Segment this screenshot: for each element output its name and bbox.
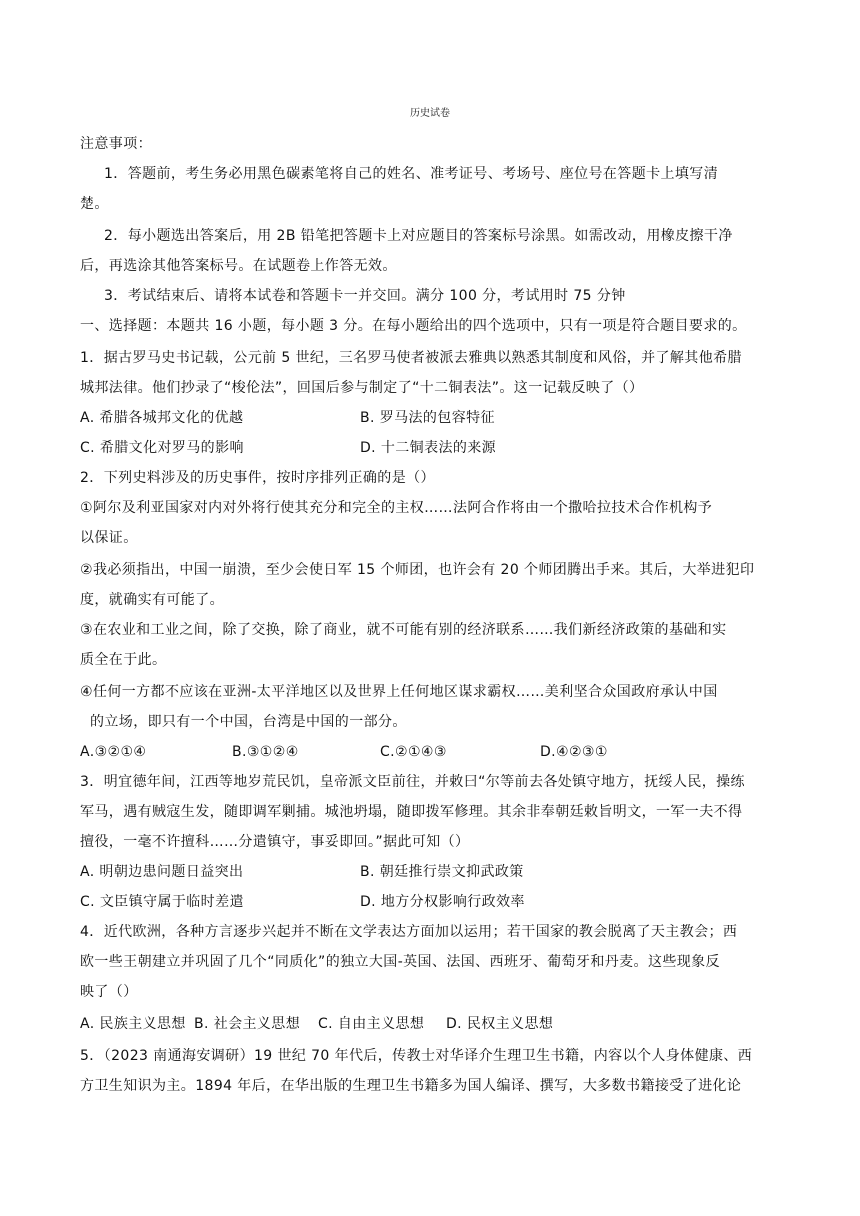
q2-stem: 2．下列史料涉及的历史事件，按时序排列正确的是（） <box>80 470 435 486</box>
q4-stem-line-1: 4．近代欧洲，各种方言逐步兴起并不断在文学表达方面加以运用；若干国家的教会脱离了天主教会；西 <box>80 924 738 940</box>
q3-option-c: C. 文臣镇守属于临时差遣 <box>80 894 244 910</box>
q1-option-d: D. 十二铜表法的来源 <box>360 440 497 456</box>
q2-item-3-line-2: 质全在于此。 <box>80 652 167 668</box>
q1-stem-line-2: 城邦法律。他们抄录了“梭伦法”，回国后参与制定了“十二铜表法”。这一记载反映了（） <box>80 380 644 396</box>
q2-item-4-line-1: ④任何一方都不应该在亚洲-太平洋地区以及世界上任何地区谋求霸权……美利坚合众国政府承认中国 <box>80 684 718 700</box>
q4-option-a: A. 民族主义思想 <box>80 1016 186 1032</box>
notice-item-1-line-1: 1．答题前，考生务必用黑色碳素笔将自己的姓名、准考证号、考场号、座位号在答题卡上填写清 <box>104 166 719 182</box>
q3-option-d: D. 地方分权影响行政效率 <box>360 894 525 910</box>
q1-option-a: A. 希腊各城邦文化的优越 <box>80 410 244 426</box>
q2-item-2-line-2: 度，就确实有可能了。 <box>80 592 224 608</box>
q5-stem-line-1: 5．（2023 南通海安调研）19 世纪 70 年代后，传教士对华译介生理卫生书籍，内容以个人身体健康、西 <box>80 1048 753 1064</box>
section-1-heading: 一、选择题：本题共 16 小题，每小题 3 分。在每小题给出的四个选项中，只有一项是符合题目要求的。 <box>80 318 747 334</box>
q2-option-c: C.②①④③ <box>380 744 447 760</box>
q3-option-b: B. 朝廷推行崇文抑武政策 <box>360 864 524 880</box>
q5-stem-line-2: 方卫生知识为主。1894 年后，在华出版的生理卫生书籍多为国人编译、撰写，大多数书籍接受了进化论 <box>80 1078 742 1094</box>
q3-option-a: A. 明朝边患问题日益突出 <box>80 864 244 880</box>
q2-option-d: D.④②③① <box>540 744 608 760</box>
q4-stem-line-2: 欧一些王朝建立并巩固了几个“同质化”的独立大国-英国、法国、西班牙、葡萄牙和丹麦。这些现象反 <box>80 954 720 970</box>
q4-option-d: D. 民权主义思想 <box>446 1016 554 1032</box>
q3-stem-line-1: 3．明宜德年间，江西等地岁荒民饥，皇帝派文臣前往，并敕曰“尔等前去各处镇守地方，抚绥人民，操练 <box>80 774 745 790</box>
notice-item-1-line-2: 楚。 <box>80 196 109 212</box>
q2-item-3-line-1: ③在农业和工业之间，除了交换，除了商业，就不可能有别的经济联系……我们新经济政策的基础和实 <box>80 622 727 638</box>
q2-item-1-line-2: 以保证。 <box>80 530 138 546</box>
q3-stem-line-3: 擅役，一毫不许擅科……分遣镇守，事妥即回。”据此可知（） <box>80 834 470 850</box>
q1-option-b: B. 罗马法的包容特征 <box>360 410 495 426</box>
q2-option-a: A.③②①④ <box>80 744 147 760</box>
q2-item-2-line-1: ②我必须指出，中国一崩溃，至少会使日军 15 个师团，也许会有 20 个师团腾出手来。其后，大举进犯印 <box>80 562 755 578</box>
notice-item-3: 3．考试结束后、请将本试卷和答题卡一并交回。满分 100 分，考试用时 75 分钟 <box>104 288 626 304</box>
q4-option-b: B. 社会主义思想 <box>194 1016 301 1032</box>
q2-item-1-line-1: ①阿尔及利亚国家对内对外将行使其充分和完全的主权……法阿合作将由一个撒哈拉技术合作机构予 <box>80 500 713 516</box>
notice-item-2-line-2: 后，再选涂其他答案标号。在试题卷上作答无效。 <box>80 258 397 274</box>
notice-heading: 注意事项： <box>80 136 152 152</box>
q1-option-c: C. 希腊文化对罗马的影响 <box>80 440 244 456</box>
exam-title: 历史试卷 <box>410 108 450 119</box>
q1-stem-line-1: 1．据古罗马史书记载，公元前 5 世纪，三名罗马使者被派去雅典以熟悉其制度和风俗，并了解其他希腊 <box>80 350 742 366</box>
q3-stem-line-2: 军马，遇有贼寇生发，随即调军剿捕。城池坍塌，随即拨军修理。其余非奉朝廷敕旨明文，一军一夫不得 <box>80 804 743 820</box>
q2-option-b: B.③①②④ <box>232 744 299 760</box>
q4-stem-line-3: 映了（） <box>80 984 138 1000</box>
q2-item-4-line-2: 的立场，即只有一个中国，台湾是中国的一部分。 <box>90 714 407 730</box>
q4-option-c: C. 自由主义思想 <box>318 1016 425 1032</box>
notice-item-2-line-1: 2．每小题选出答案后，用 2B 铅笔把答题卡上对应题目的答案标号涂黑。如需改动，用橡皮擦干净 <box>104 228 733 244</box>
